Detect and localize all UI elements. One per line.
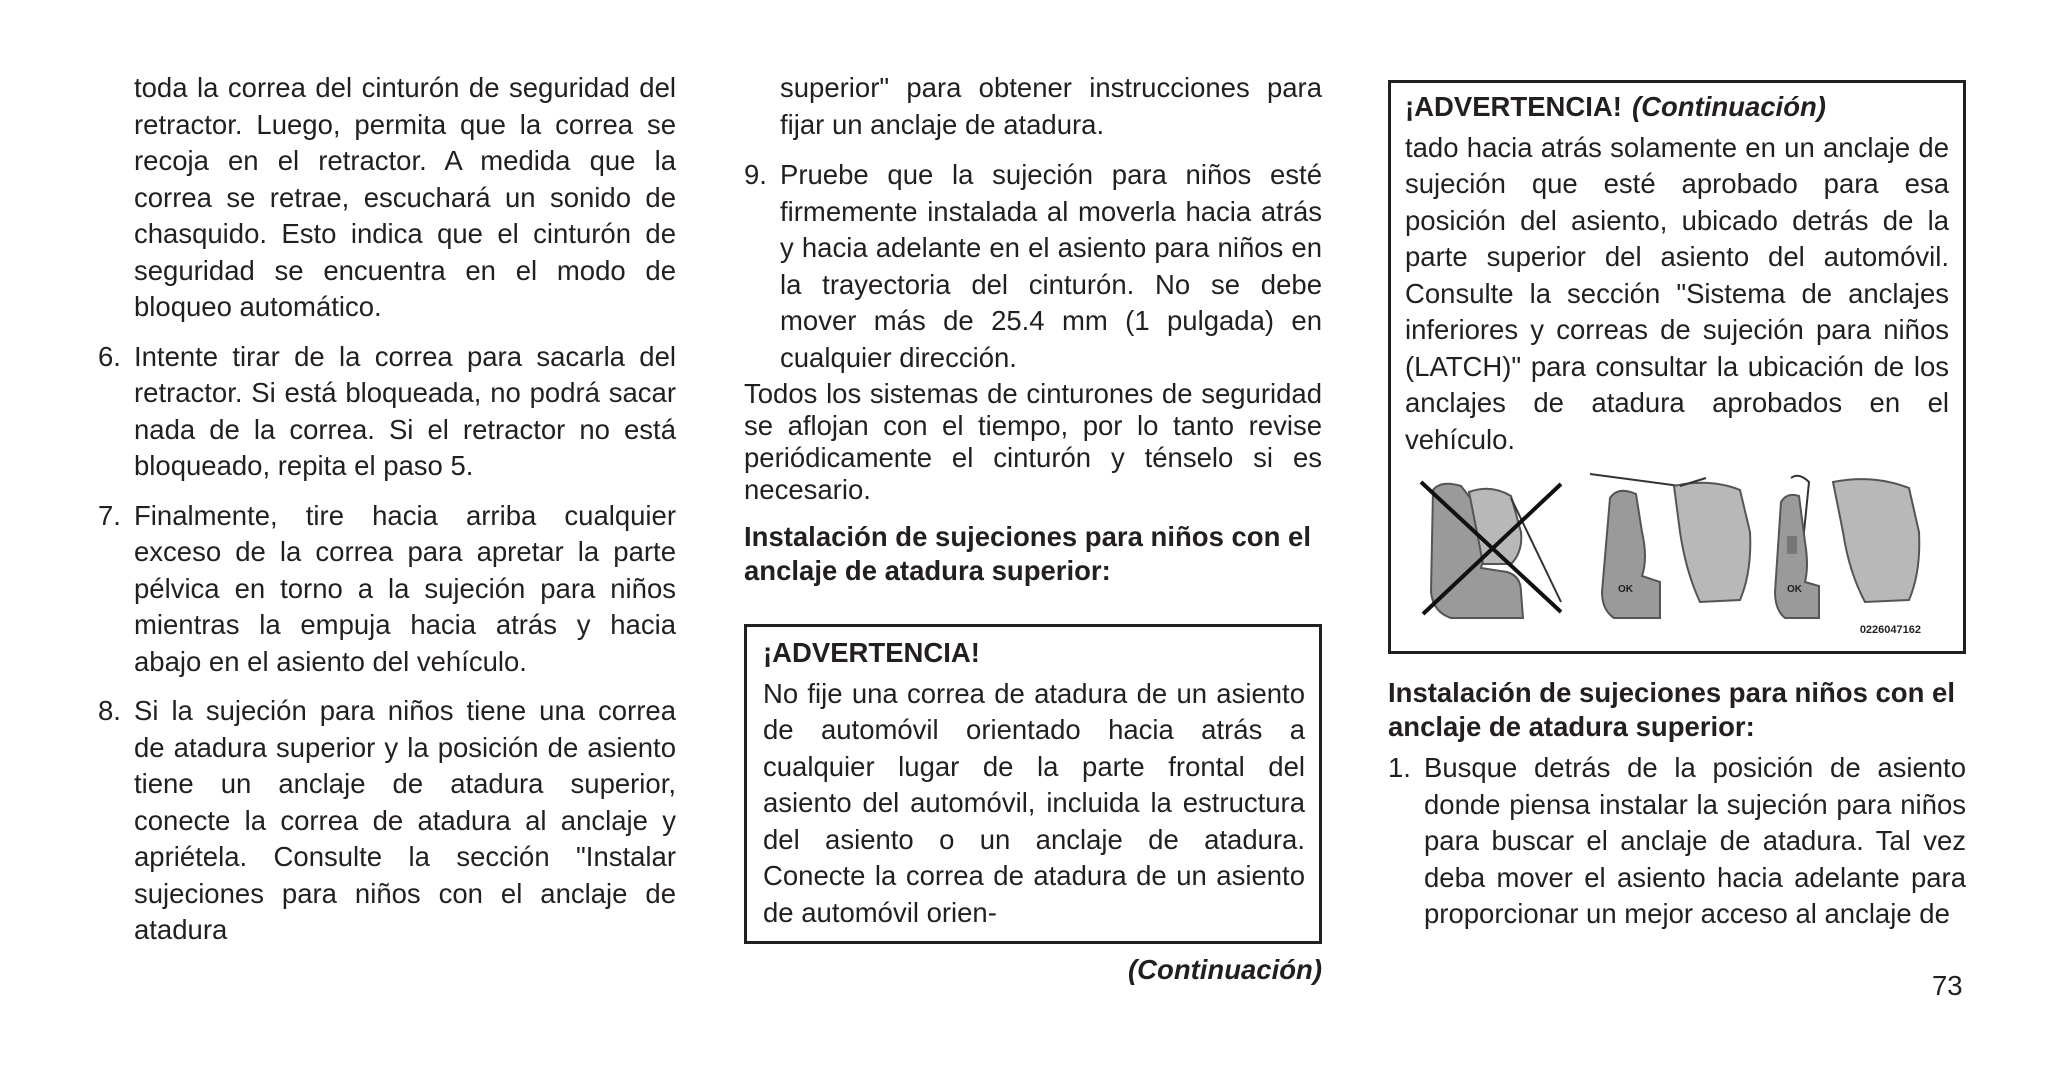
list-item-9 <box>744 157 1322 376</box>
figure-ok-label: OK <box>1787 584 1802 595</box>
warning-title-text: ¡ADVERTENCIA! <box>1405 91 1622 122</box>
figure-ok-label: OK <box>1618 584 1633 595</box>
list-number: 9. <box>744 159 767 190</box>
column-2 <box>744 70 1322 989</box>
column-1 <box>98 70 676 949</box>
body-paragraph: Todos los sistemas de cinturones de seguridad se aflojan con el tiempo, por lo tanto revise periódicamente el cinturón y ténselo si es necesario. <box>744 378 1322 505</box>
column-3 <box>1388 80 1966 933</box>
list-text: Busque detrás de la posición de asiento donde piensa instalar la sujeción para niños para buscar el anclaje de atadura. Tal vez deba mover el asiento hacia adelante para proporcionar un mejor acceso al anclaje de <box>1424 752 1966 929</box>
continuation-paragraph: toda la correa del cinturón de seguridad del retractor. Luego, permita que la correa se recoja en el retractor. A medida que la correa se retrae, escuchará un sonido de chasquido. Esto indica que el cinturón de seguridad se encuentra en el modo de bloqueo automático. <box>134 72 676 322</box>
list-text: Intente tirar de la correa para sacarla del retractor. Si está bloqueada, no podrá sacar nada de la correa. Si el retractor no está bloqueado, repita el paso 5. <box>134 340 676 481</box>
warning-text: tado hacia atrás solamente en un anclaje de sujeción que esté aprobado para esa posición del asiento, ubicado detrás de la parte superior del asiento del automóvil. Consulte la sección "Sistema de anclajes inferiores y correas de sujeción para niños (LATCH)" para consultar la ubicación de los anclajes de atadura aprobados en el vehículo. <box>1405 131 1949 455</box>
seat-illustration-ok-1 <box>1590 472 1764 622</box>
list-number: 1. <box>1388 752 1411 783</box>
seat-ok-icon <box>1769 472 1943 622</box>
continuation-label: (Continuación) <box>1128 954 1322 985</box>
list-item-6 <box>98 339 676 485</box>
section-heading: Instalación de sujeciones para niños con el anclaje de atadura superior: <box>744 521 1311 586</box>
seat-illustration-incorrect <box>1411 472 1585 622</box>
list-text: Si la sujeción para niños tiene una correa de atadura superior y la posición de asiento tiene un anclaje de atadura superior, conecte la correa de atadura al anclaje y apriétela. Consulte la sección "Instalar sujeciones para niños con el anclaje de atadura <box>134 695 676 945</box>
section-heading: Instalación de sujeciones para niños con el anclaje de atadura superior: <box>1388 677 1955 742</box>
seat-incorrect-icon <box>1411 472 1585 622</box>
list-number: 7. <box>98 499 121 531</box>
continuation-paragraph: superior" para obtener instrucciones para fijar un anclaje de atadura. <box>780 72 1322 140</box>
list-text: Pruebe que la sujeción para niños esté firmemente instalada al moverla hacia atrás y hacia adelante en el asiento para niños en la trayectoria del cinturón. No se debe mover más de 25.4 mm (1 pulgada) en cualquier dirección. <box>780 159 1322 373</box>
figure-code: 0226047162 <box>1859 624 1921 636</box>
warning-text: No fije una correa de atadura de un asiento de automóvil orientado hacia atrás a cualquier lugar de la parte frontal del asiento del automóvil, incluida la estructura del asiento o un anclaje de atadura. Conecte la correa de atadura de un asiento de automóvil orien- <box>763 677 1305 928</box>
seat-illustration-ok-2 <box>1769 472 1943 622</box>
list-text: Finalmente, tire hacia arriba cualquier exceso de la correa para apretar la parte pélvica en torno a la sujeción para niños mientras la empuja hacia atrás y hacia abajo en el asiento del vehículo. <box>134 499 676 677</box>
warning-box <box>744 624 1322 944</box>
seat-ok-icon <box>1590 472 1764 622</box>
list-number: 8. <box>98 695 121 726</box>
list-item-8 <box>98 693 676 949</box>
warning-title <box>1405 89 1949 126</box>
warning-title: ¡ADVERTENCIA! <box>763 637 980 668</box>
warning-box-continued <box>1388 80 1966 654</box>
tether-figure <box>1405 472 1949 637</box>
list-item-7 <box>98 498 676 681</box>
page-number: 73 <box>1932 970 1963 1001</box>
warning-title-suffix: (Continuación) <box>1631 91 1826 122</box>
list-number: 6. <box>98 340 121 372</box>
list-item-1 <box>1388 750 1966 933</box>
